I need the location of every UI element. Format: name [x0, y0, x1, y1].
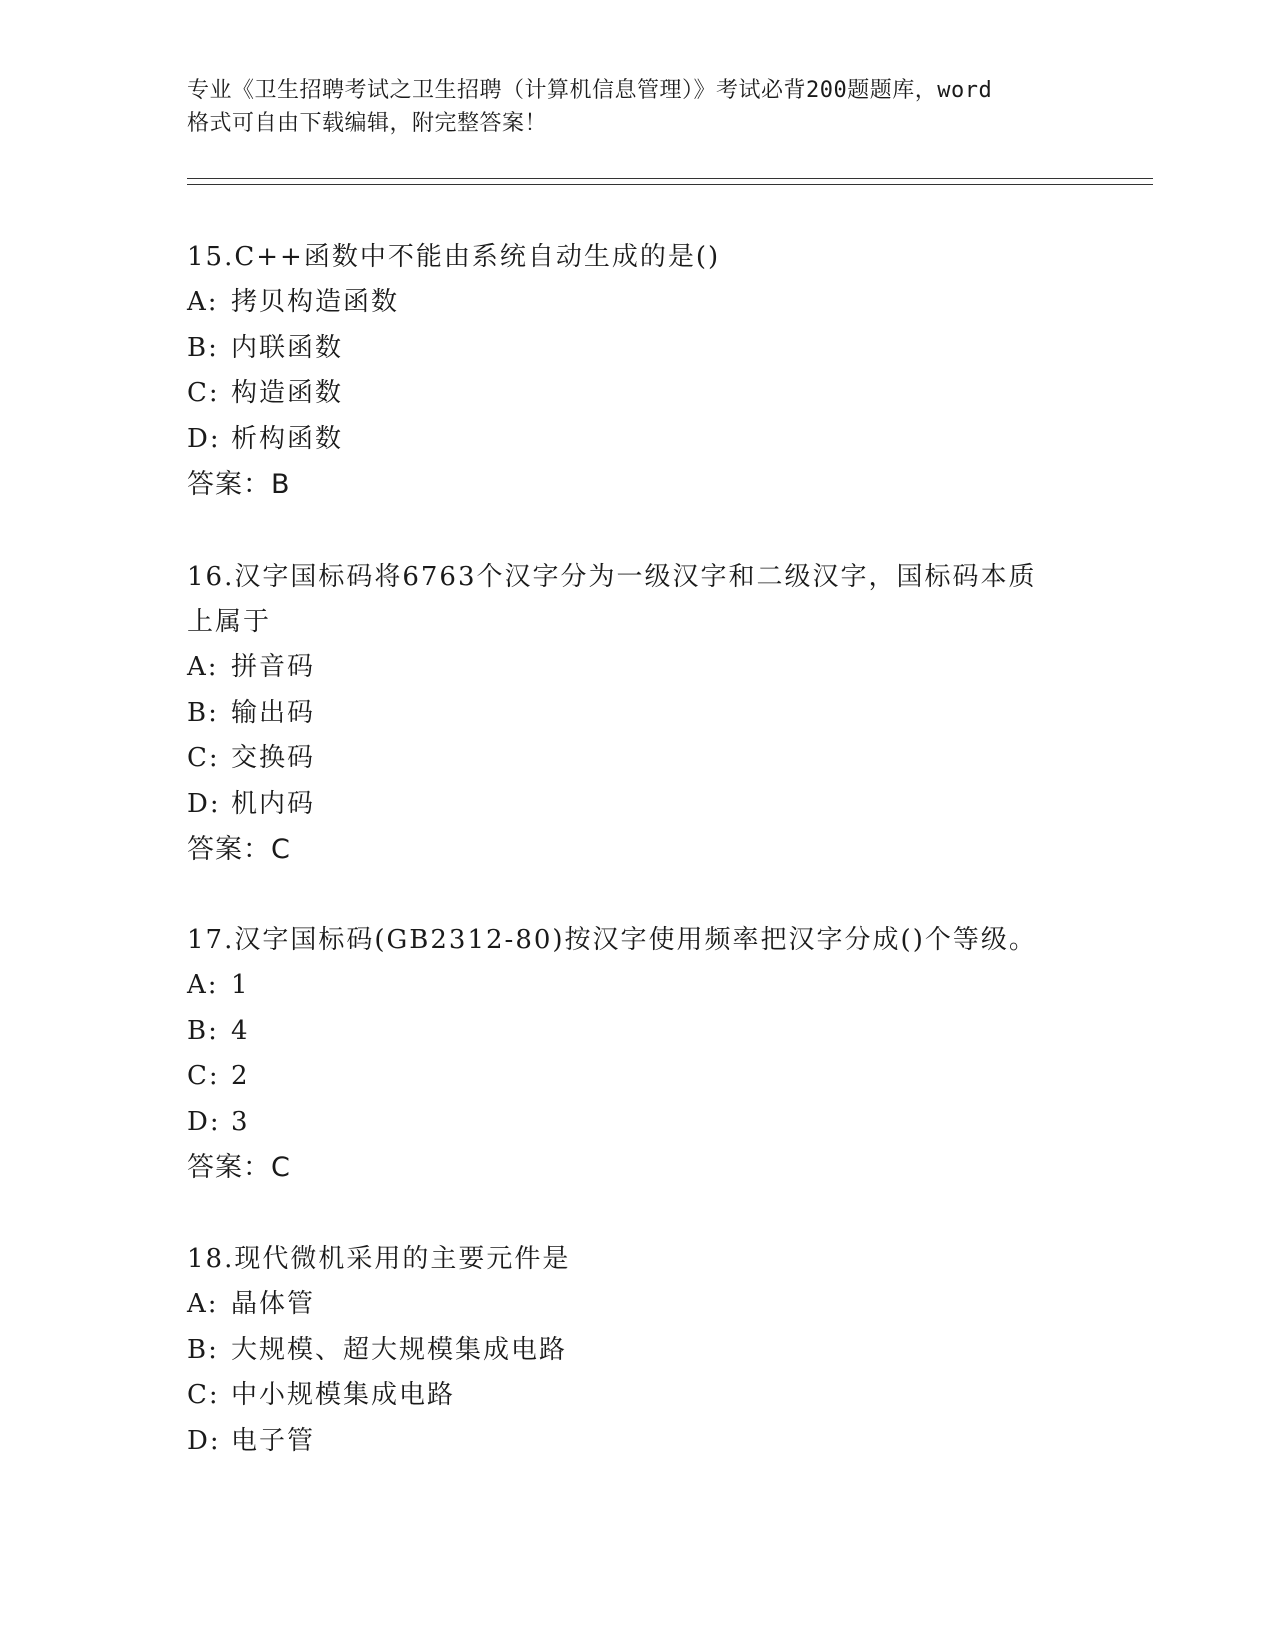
answer-line: 答案：B: [187, 469, 291, 500]
option-letter: C:: [187, 378, 220, 408]
question-text: 16.汉字国标码将6763个汉字分为一级汉字和二级汉字，国标码本质: [187, 562, 1037, 592]
option-text: 4: [231, 1015, 250, 1046]
option-text: 大规模、超大规模集成电路: [231, 1334, 568, 1365]
option-text: 内联函数: [231, 332, 344, 363]
option-letter: D:: [187, 1106, 221, 1137]
option-b: [187, 691, 1087, 737]
question-text-continued: 上属于: [187, 607, 272, 637]
question-text: 18.现代微机采用的主要元件是: [187, 1244, 571, 1274]
question-text: 17.汉字国标码(GB2312-80)按汉字使用频率把汉字分成()个等级。: [187, 925, 1037, 955]
question-18: [187, 1237, 1087, 1464]
option-a: [187, 963, 1087, 1009]
option-text: 拷贝构造函数: [231, 287, 400, 317]
option-text: 3: [231, 1106, 250, 1137]
option-letter: B:: [187, 697, 219, 728]
answer-line: 答案：C: [187, 1152, 291, 1183]
option-d: [187, 1419, 1087, 1465]
document-header: [187, 74, 1087, 140]
option-b: [187, 1328, 1087, 1374]
answer-line: 答案：C: [187, 834, 291, 865]
option-c: [187, 1373, 1087, 1419]
option-letter: A:: [187, 652, 219, 682]
option-a: [187, 280, 1087, 326]
option-letter: B:: [187, 332, 219, 363]
option-letter: B:: [187, 1334, 219, 1365]
option-c: [187, 736, 1087, 782]
option-b: [187, 326, 1087, 372]
header-line-2: 格式可自由下载编辑，附完整答案！: [187, 111, 548, 136]
option-text: 2: [231, 1061, 250, 1091]
option-letter: A:: [187, 287, 219, 317]
option-letter: A:: [187, 1289, 219, 1319]
header-line-1: 专业《卫生招聘考试之卫生招聘（计算机信息管理）》考试必背200题题库，word: [187, 78, 993, 103]
option-b: [187, 1009, 1087, 1055]
option-a: [187, 1282, 1087, 1328]
option-d: [187, 1100, 1087, 1146]
option-letter: C:: [187, 743, 220, 773]
option-letter: D:: [187, 1425, 221, 1456]
option-text: 输出码: [231, 697, 316, 728]
question-16: [187, 555, 1087, 872]
header-divider-bottom: [187, 184, 1153, 185]
option-d: [187, 417, 1087, 463]
question-text: 15.C++函数中不能由系统自动生成的是(): [187, 242, 721, 272]
option-text: 机内码: [231, 788, 316, 819]
option-letter: C:: [187, 1061, 220, 1091]
question-17: [187, 918, 1087, 1190]
option-d: [187, 782, 1087, 828]
option-text: 电子管: [231, 1425, 316, 1456]
option-text: 晶体管: [231, 1289, 316, 1319]
option-letter: D:: [187, 788, 221, 819]
option-letter: D:: [187, 423, 221, 454]
option-a: [187, 645, 1087, 691]
option-letter: B:: [187, 1015, 219, 1046]
option-letter: C:: [187, 1380, 220, 1410]
option-text: 1: [231, 970, 250, 1000]
option-letter: A:: [187, 970, 219, 1000]
option-text: 拼音码: [231, 652, 316, 682]
option-text: 中小规模集成电路: [231, 1380, 456, 1410]
option-text: 析构函数: [231, 423, 344, 454]
option-text: 交换码: [231, 743, 316, 773]
header-divider-top: [187, 178, 1153, 179]
option-c: [187, 1054, 1087, 1100]
option-c: [187, 371, 1087, 417]
option-text: 构造函数: [231, 378, 344, 408]
question-15: [187, 235, 1087, 507]
